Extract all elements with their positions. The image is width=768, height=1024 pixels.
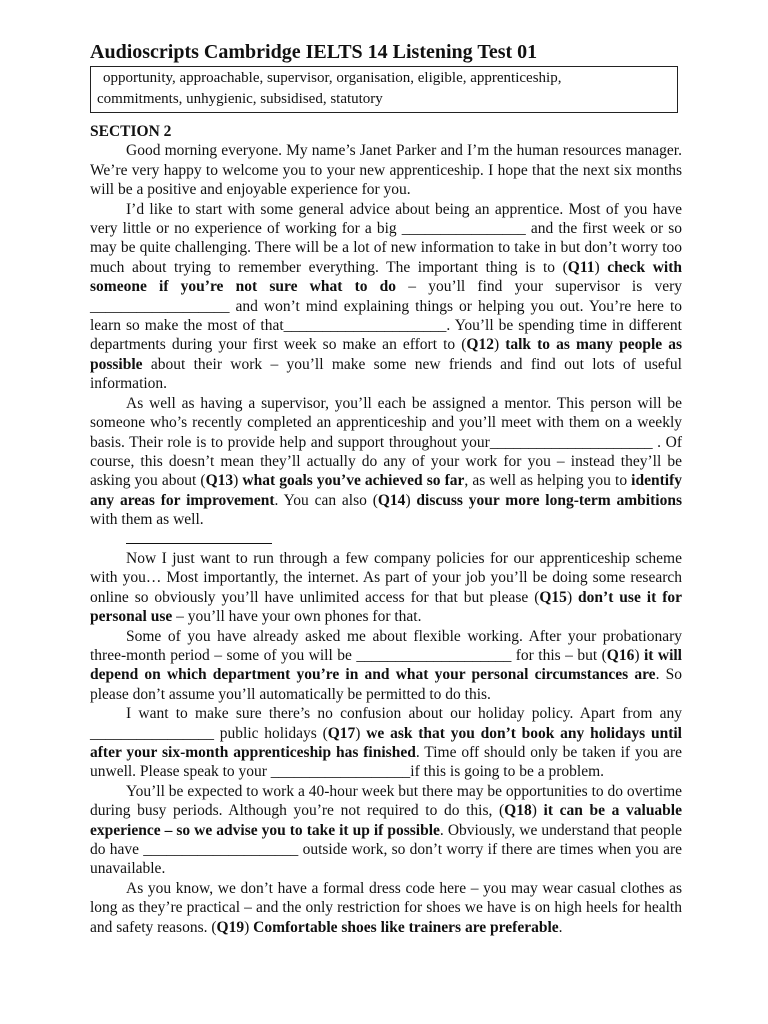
word-box-line-1: opportunity, approachable, supervisor, organisation, eligible, apprenticeship, <box>103 70 562 86</box>
answer-q14: discuss your more long-term ambitions <box>416 491 682 509</box>
answer-q19: Comfortable shoes like trainers are preferable <box>253 918 559 936</box>
answer-q15: don’t use it for personal use <box>90 588 682 626</box>
question-number-q13: Q13 <box>205 472 234 490</box>
paragraph-2: I’d like to start with some general advice about being an apprentice. Most of you have very little or no experience of working for a big ________________ and the first week or so may be quite challenging. There will be a lot of new information to take in but don’t worry too much about trying to remember everything. The important thing is to (Q11) check with someone if you’re not sure what to do – you’ll find your supervisor is very __________________ and won’t mind explaining things or helping you out. You’re here to learn so make the most of that_____________________. You’ll be spending time in different departments during your first week so make an effort to (Q12) talk to as many people as possible about their work – you’ll make some new friends and find out lots of useful information. <box>90 200 683 393</box>
paragraph-6: I want to make sure there’s no confusion about our holiday policy. Apart from any ________________ public holidays (Q17) we ask that you don’t book any holidays until after your six-month apprenticeship has finished. Time off should only be taken if you are unwell. Please speak to your __________________if this is going to be a problem. <box>90 705 682 781</box>
answer-q11: check with someone if you’re not sure what to do <box>90 258 682 296</box>
answer-q18: it can be a valuable experience – so we advise you to take it up if possible <box>90 802 682 839</box>
answer-q13a: what goals you’ve achieved so far <box>242 472 465 490</box>
paragraph-3: As well as having a supervisor, you’ll each be assigned a mentor. This person will be someone who’s recently completed an apprenticeship and you’ll meet with them on a weekly basis. Their role is to provide help and support throughout your_____________________ . Of course, this doesn’t mean they’ll actually do any of your work for you – instead they’ll be asking you about (Q13) what goals you’ve achieved so far, as well as helping you to identify any areas for improvement. You can also (Q14) discuss your more long-term ambitions with them as well. <box>90 394 682 529</box>
document-page <box>90 40 682 937</box>
question-number-q14: Q14 <box>377 491 406 509</box>
question-number-q16: Q16 <box>606 646 635 664</box>
blank-divider <box>90 530 682 549</box>
question-number-q12: Q12 <box>466 336 494 354</box>
question-number-q19: Q19 <box>216 918 245 936</box>
answer-q16: it will depend on which department you’re in and what your personal circumstances are <box>90 646 682 684</box>
question-number-q11: Q11 <box>567 258 595 276</box>
paragraph-1: Good morning everyone. My name’s Janet Parker and I’m the human resources manager. We’re very happy to welcome you to your new apprenticeship. I hope that the next six months will be a positive and enjoyable experience for you. <box>90 142 682 199</box>
question-number-q18: Q18 <box>504 802 532 820</box>
word-box-line-2: commitments, unhygienic, subsidised, statutory <box>97 91 383 107</box>
section-heading: SECTION 2 <box>90 123 172 140</box>
paragraph-8: As you know, we don’t have a formal dress code here – you may wear casual clothes as long as they’re practical – and the only restriction for shoes we have is on high heels for health and safety reasons. (Q19) Comfortable shoes like trainers are preferable. <box>90 879 682 936</box>
document-title: Audioscripts Cambridge IELTS 14 Listening Test 01 <box>90 41 538 63</box>
answer-q12: talk to as many people as possible <box>90 336 683 373</box>
paragraph-5: Some of you have already asked me about flexible working. After your probationary three-month period – some of you will be ____________________ for this – but (Q16) it will depend on which department you’re in and what your personal circumstances are. So please don’t assume you’ll automatically be permitted to do this. <box>90 627 682 703</box>
answer-q13b: identify any areas for improvement <box>90 472 682 509</box>
word-box <box>90 66 678 113</box>
paragraph-4: Now I just want to run through a few company policies for our apprenticeship scheme with you… Most importantly, the internet. As part of your job you’ll be doing some research online so obviously you’ll have unlimited access for that but please (Q15) don’t use it for personal use – you’ll have your own phones for that. <box>90 549 682 626</box>
paragraph-7: You’ll be expected to work a 40-hour week but there may be opportunities to do overtime during busy periods. Although you’re not required to do this, (Q18) it can be a valuable experience – so we advise you to take it up if possible. Obviously, we understand that people do have ____________________ outside work, so don’t worry if there are times when you are unavailable. <box>90 782 682 878</box>
question-number-q17: Q17 <box>327 724 356 742</box>
question-number-q15: Q15 <box>539 588 567 606</box>
answer-q17: we ask that you don’t book any holidays until after your six-month apprenticeship has finished <box>90 724 682 761</box>
